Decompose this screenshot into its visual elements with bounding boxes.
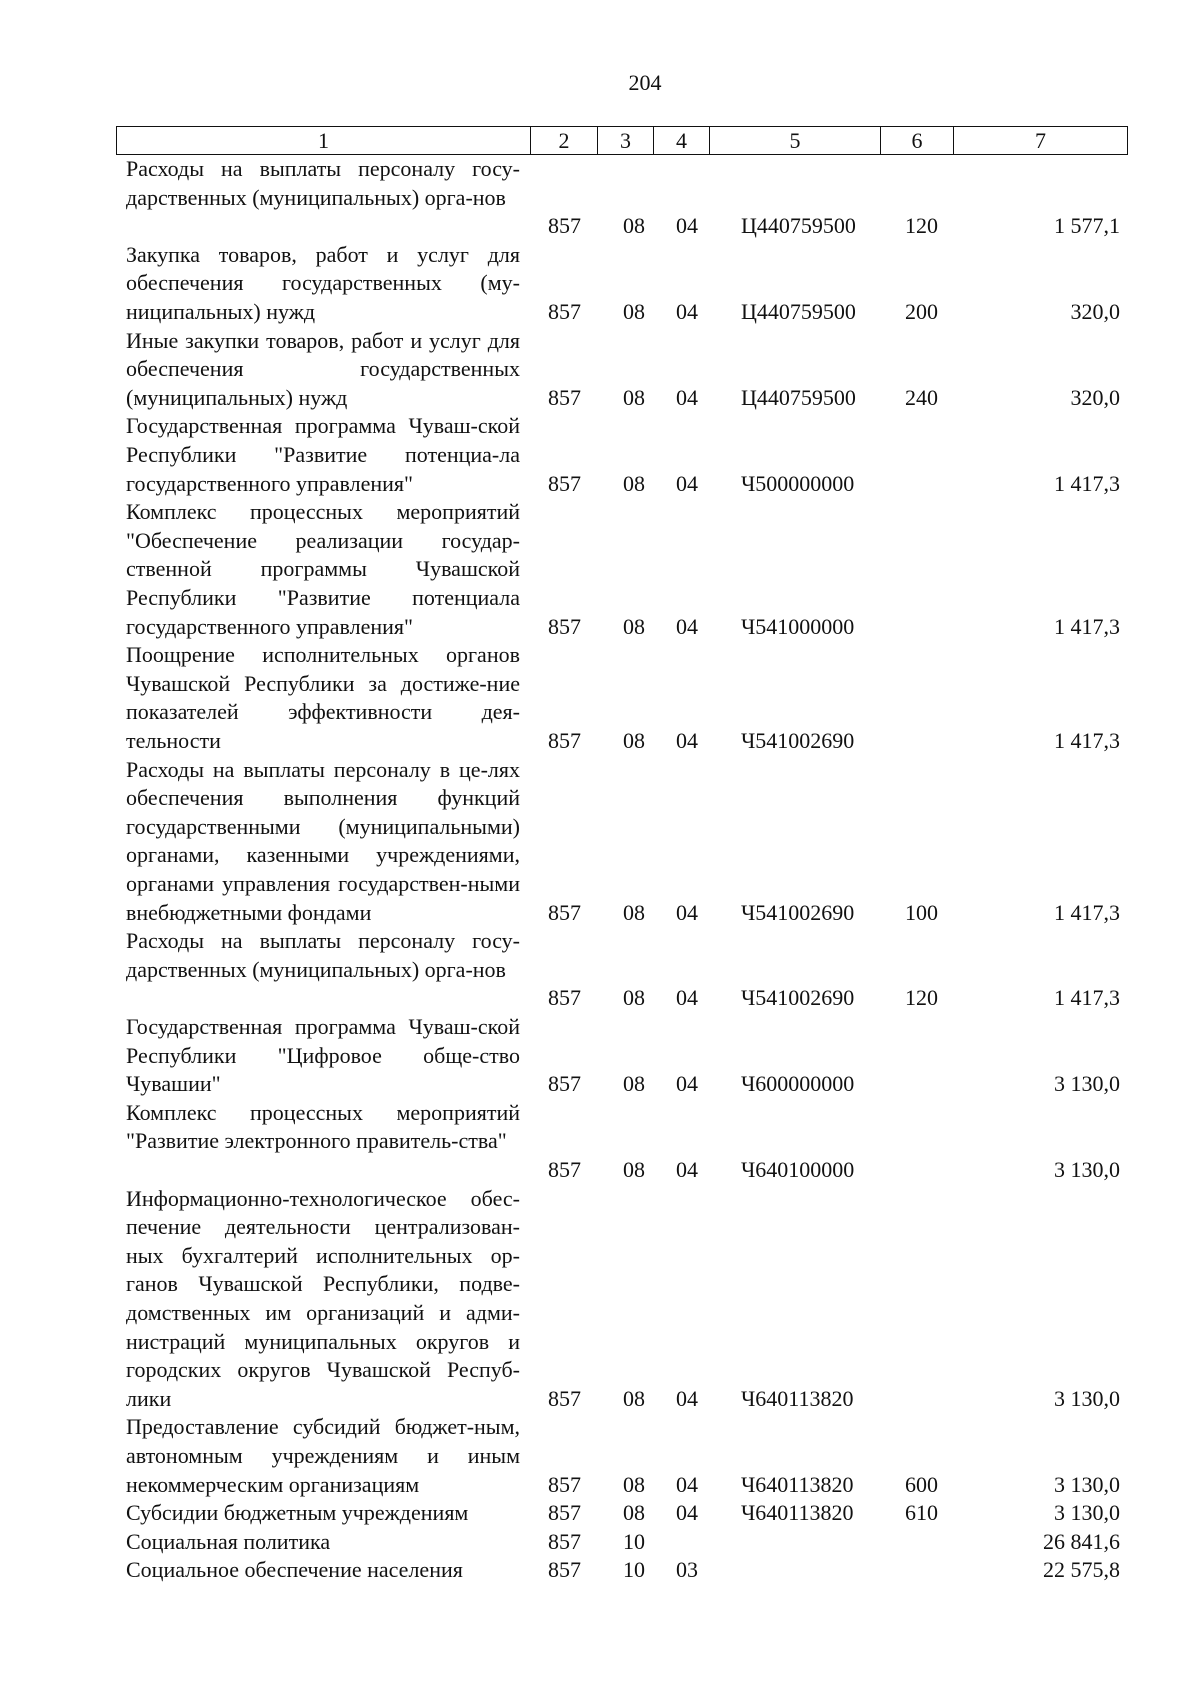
row-col-2: 857 <box>548 213 581 239</box>
row-name: Субсидии бюджетным учреждениям <box>126 1500 469 1526</box>
row-name: Расходы на выплаты персоналу в це-лях обеспечения выполнения функций государственными (муниципальными) органами, казенными учреждениями, органами управления государствен-ными внебюджетными фондами <box>126 756 520 925</box>
row-col-3: 08 <box>623 1385 645 1411</box>
row-col-7: 22 575,8 <box>1043 1557 1120 1583</box>
header-col-1: 1 <box>117 127 531 155</box>
row-col-6: 610 <box>905 1500 938 1526</box>
row-col-4: 04 <box>676 613 698 639</box>
row-col-7: 3 130,0 <box>1054 1385 1120 1411</box>
row-name: Государственная программа Чуваш-ской Республики "Развитие потенциа-ла государственного управления" <box>126 413 520 496</box>
row-col-3: 08 <box>623 1071 645 1097</box>
row-name: Комплекс процессных мероприятий "Обеспечение реализации государ-ственной программы Чувашской Республики "Развитие потенциала государственного управления" <box>126 499 520 639</box>
row-name: Расходы на выплаты персоналу госу-дарственных (муниципальных) орга-нов <box>126 928 520 982</box>
row-col-7: 3 130,0 <box>1054 1071 1120 1097</box>
row-col-4: 04 <box>676 985 698 1011</box>
row-col-3: 08 <box>623 213 645 239</box>
row-col-5: Ч640113820 <box>741 1500 854 1526</box>
row-col-7: 3 130,0 <box>1054 1471 1120 1497</box>
row-col-3: 10 <box>623 1528 645 1554</box>
row-col-7: 1 577,1 <box>1054 213 1120 239</box>
row-col-4: 04 <box>676 1385 698 1411</box>
row-col-2: 857 <box>548 985 581 1011</box>
row-col-7: 26 841,6 <box>1043 1528 1120 1554</box>
row-col-4: 04 <box>676 899 698 925</box>
row-col-4: 04 <box>676 384 698 410</box>
row-name: Социальное обеспечение населения <box>126 1557 463 1583</box>
row-col-6: 120 <box>905 213 938 239</box>
row-col-2: 857 <box>548 899 581 925</box>
row-name: Поощрение исполнительных органов Чувашской Республики за достиже-ние показателей эффективности дея-тельности <box>126 642 520 753</box>
row-col-2: 857 <box>548 1071 581 1097</box>
row-name: Предоставление субсидий бюджет-ным, автономным учреждениям и иным некоммерческим организациям <box>126 1414 520 1497</box>
header-col-3: 3 <box>598 127 654 155</box>
row-col-4: 04 <box>676 1071 698 1097</box>
row-col-6: 600 <box>905 1471 938 1497</box>
row-col-3: 08 <box>623 1156 645 1182</box>
row-col-3: 08 <box>623 470 645 496</box>
row-col-3: 08 <box>623 985 645 1011</box>
row-col-2: 857 <box>548 1156 581 1182</box>
row-col-4: 04 <box>676 1500 698 1526</box>
header-row <box>117 127 1128 155</box>
row-name: Закупка товаров, работ и услуг для обеспечения государственных (му-ниципальных) нужд <box>126 241 520 324</box>
row-col-4: 04 <box>676 1471 698 1497</box>
row-col-7: 3 130,0 <box>1054 1156 1120 1182</box>
row-col-7: 3 130,0 <box>1054 1500 1120 1526</box>
row-name: Государственная программа Чуваш-ской Республики "Цифровое обще-ство Чувашии" <box>126 1014 520 1097</box>
row-col-5: Ч600000000 <box>741 1071 855 1097</box>
row-col-4: 04 <box>676 213 698 239</box>
row-col-4: 04 <box>676 727 698 753</box>
row-col-3: 08 <box>623 613 645 639</box>
row-col-2: 857 <box>548 1385 581 1411</box>
row-col-2: 857 <box>548 1557 581 1583</box>
row-name: Информационно-технологическое обес-печение деятельности централизован-ных бухгалтерий исполнительных ор-ганов Чувашской Республики, подве-домственных им организаций и адми-нистраций муниципальных округов и городских округов Чувашской Респуб-лики <box>126 1185 520 1411</box>
row-col-3: 08 <box>623 298 645 324</box>
header-col-6: 6 <box>881 127 954 155</box>
row-col-3: 08 <box>623 1471 645 1497</box>
row-col-2: 857 <box>548 470 581 496</box>
row-col-7: 320,0 <box>1070 384 1120 410</box>
row-col-3: 08 <box>623 727 645 753</box>
row-col-7: 320,0 <box>1070 298 1120 324</box>
row-col-6: 240 <box>905 384 938 410</box>
row-col-3: 08 <box>623 1500 645 1526</box>
row-col-7: 1 417,3 <box>1054 470 1120 496</box>
row-col-5: Ц440759500 <box>741 298 856 324</box>
row-col-4: 04 <box>676 1156 698 1182</box>
row-col-3: 10 <box>623 1557 645 1583</box>
row-col-2: 857 <box>548 1500 581 1526</box>
row-col-2: 857 <box>548 1528 581 1554</box>
row-name: Социальная политика <box>126 1528 331 1554</box>
row-col-2: 857 <box>548 384 581 410</box>
row-col-7: 1 417,3 <box>1054 613 1120 639</box>
row-col-2: 857 <box>548 1471 581 1497</box>
row-name: Иные закупки товаров, работ и услуг для обеспечения государственных (муниципальных) нужд <box>126 327 520 410</box>
row-col-5: Ц440759500 <box>741 213 856 239</box>
row-col-3: 08 <box>623 899 645 925</box>
row-col-7: 1 417,3 <box>1054 727 1120 753</box>
row-col-6: 120 <box>905 985 938 1011</box>
row-col-5: Ч541000000 <box>741 613 855 639</box>
row-col-5: Ч640100000 <box>741 1156 855 1182</box>
row-col-6: 100 <box>905 899 938 925</box>
row-col-7: 1 417,3 <box>1054 899 1120 925</box>
row-col-5: Ч541002690 <box>741 985 855 1011</box>
row-col-7: 1 417,3 <box>1054 985 1120 1011</box>
row-col-5: Ч541002690 <box>741 899 855 925</box>
row-col-5: Ч640113820 <box>741 1471 854 1497</box>
header-col-4: 4 <box>654 127 710 155</box>
row-col-5: Ч541002690 <box>741 727 855 753</box>
row-col-5: Ц440759500 <box>741 384 856 410</box>
row-col-4: 04 <box>676 470 698 496</box>
table-header <box>116 126 1128 155</box>
header-col-2: 2 <box>531 127 598 155</box>
row-col-4: 03 <box>676 1557 698 1583</box>
page-number: 204 <box>628 70 662 95</box>
row-col-2: 857 <box>548 613 581 639</box>
row-col-5: Ч640113820 <box>741 1385 854 1411</box>
row-col-3: 08 <box>623 384 645 410</box>
row-col-6: 200 <box>905 298 938 324</box>
row-col-2: 857 <box>548 727 581 753</box>
row-name: Комплекс процессных мероприятий "Развитие электронного правитель-ства" <box>126 1099 520 1154</box>
header-col-5: 5 <box>710 127 881 155</box>
row-col-2: 857 <box>548 298 581 324</box>
row-col-4: 04 <box>676 298 698 324</box>
header-col-7: 7 <box>954 127 1128 155</box>
row-col-5: Ч500000000 <box>741 470 855 496</box>
row-name: Расходы на выплаты персоналу госу-дарственных (муниципальных) орга-нов <box>126 156 520 210</box>
